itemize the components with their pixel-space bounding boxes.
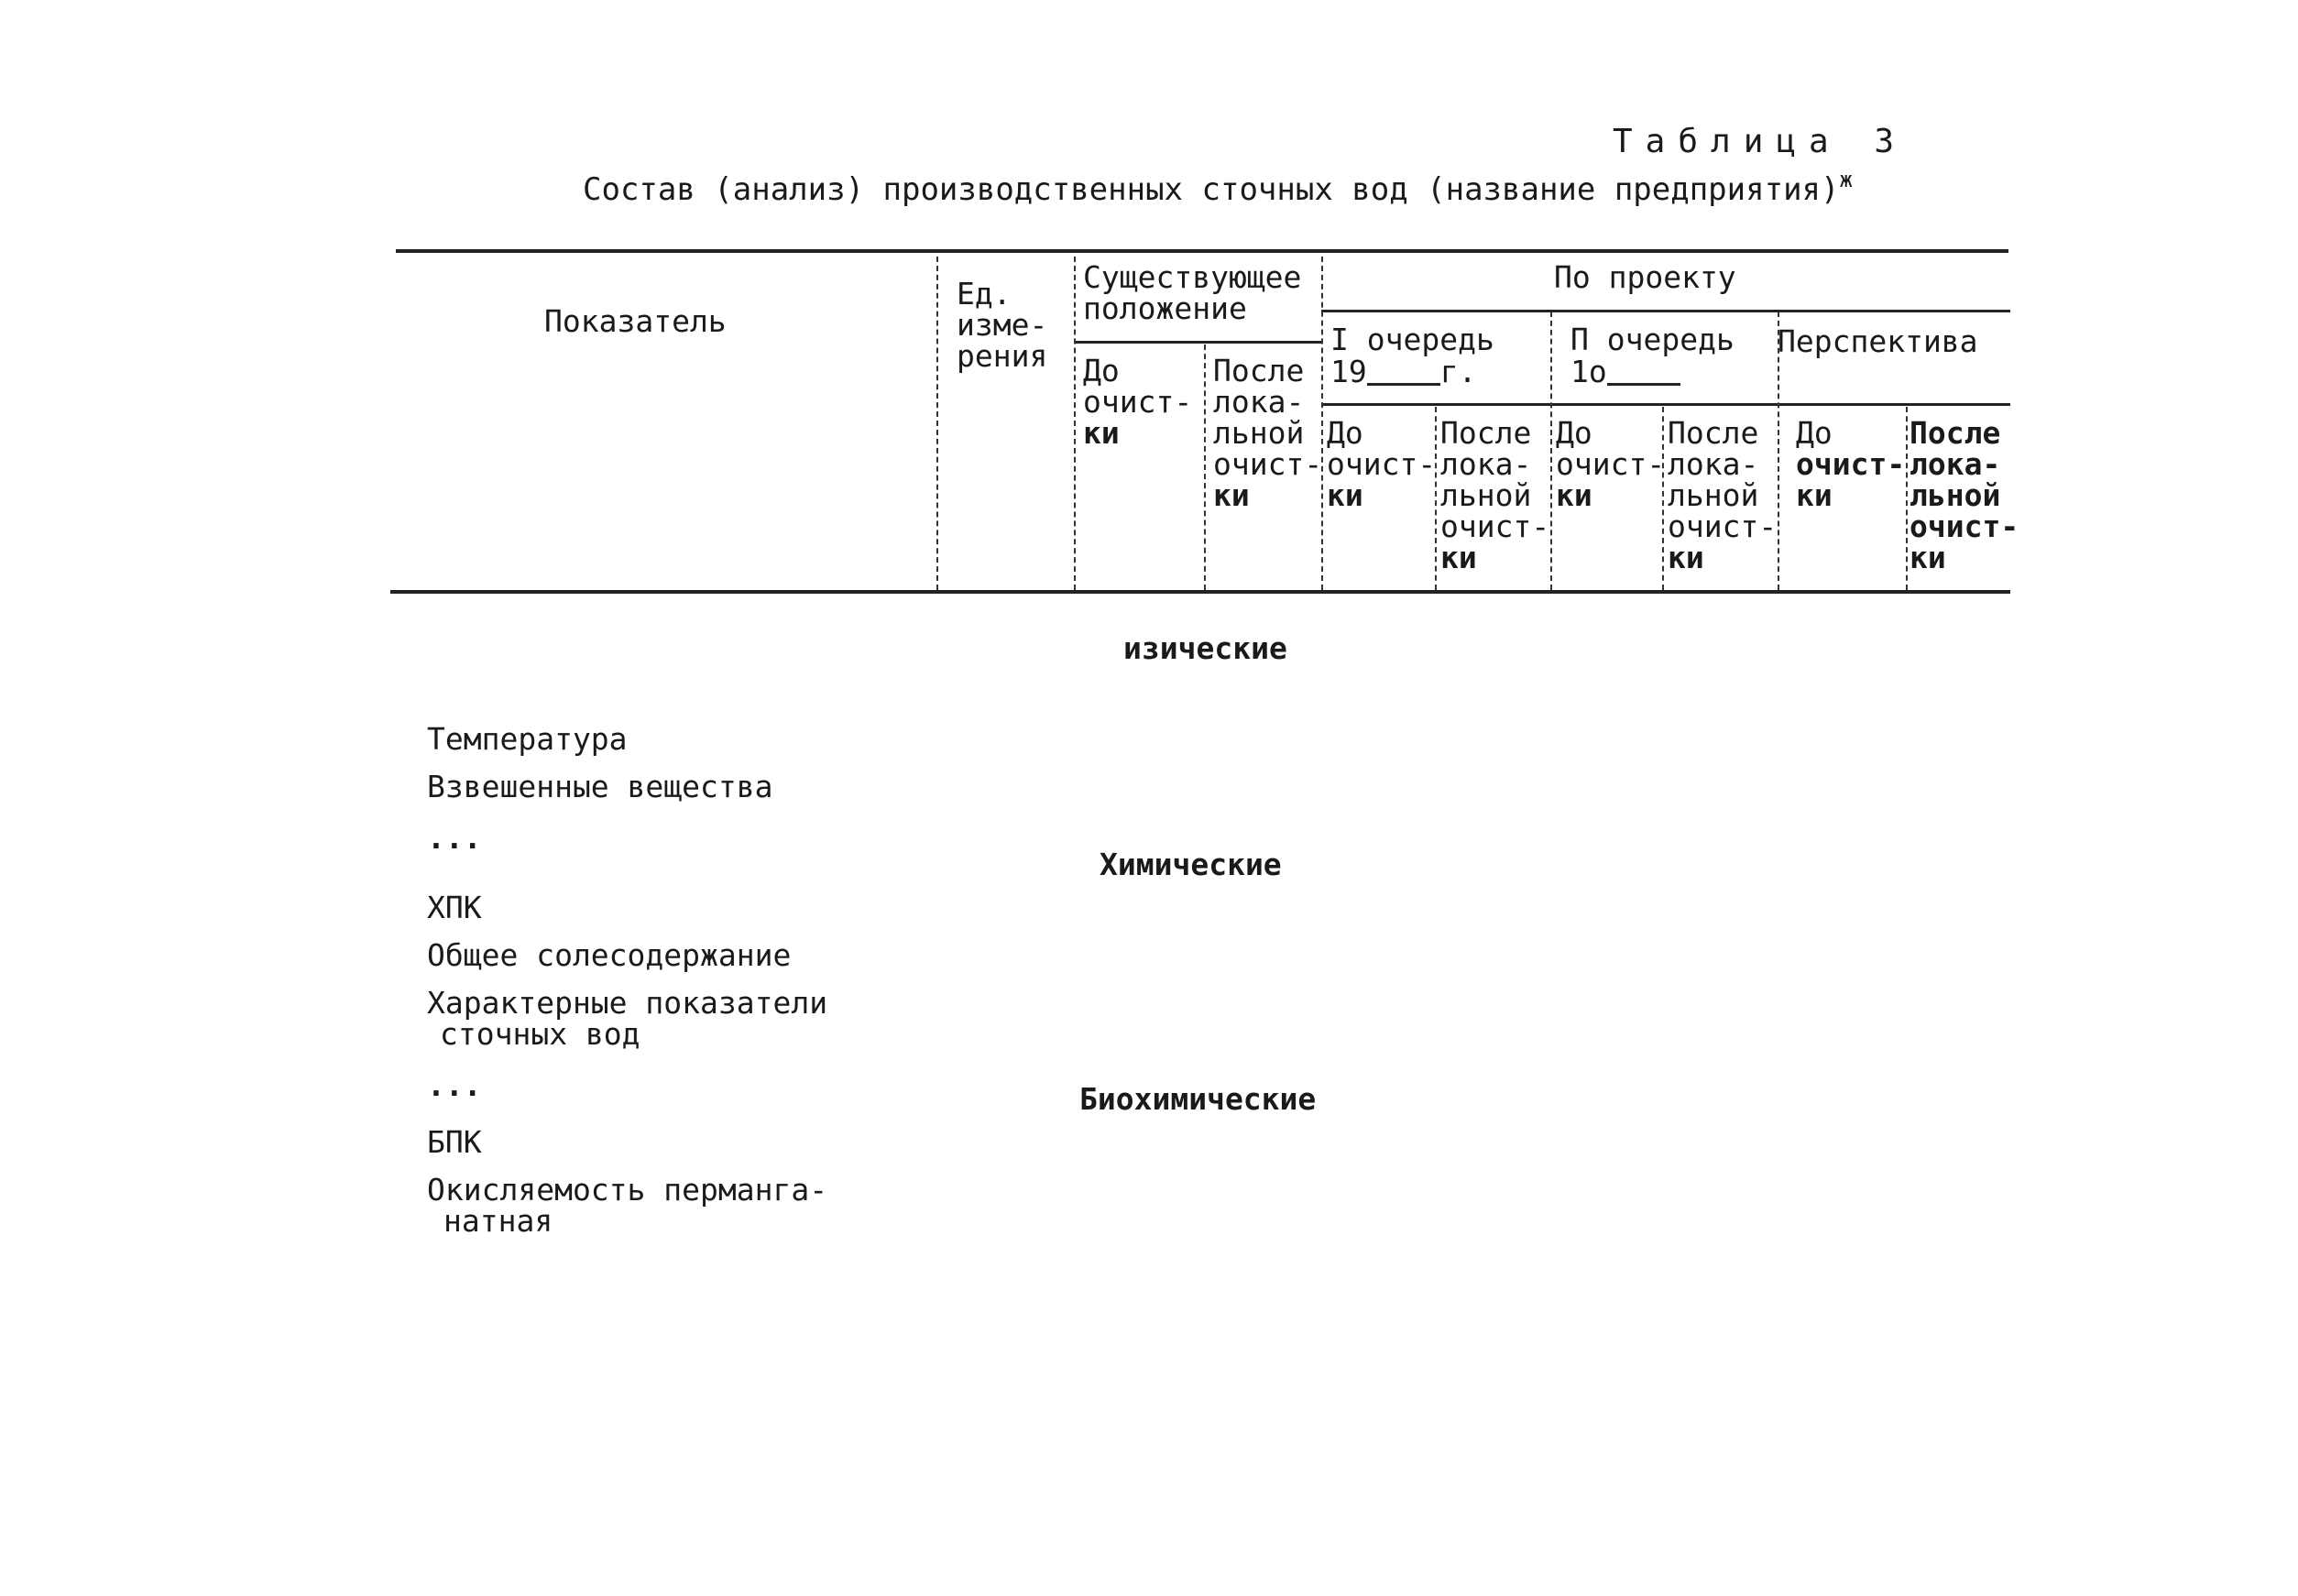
before-line3: ки xyxy=(1556,477,1592,513)
phases-subrule xyxy=(1321,403,2010,406)
after-line5: ки xyxy=(1910,540,1946,575)
header-phase2-line2 xyxy=(1570,355,1734,388)
header-phase2-after xyxy=(1668,415,1778,575)
table-bottom-rule xyxy=(390,590,2010,594)
before-line1: До xyxy=(1556,415,1592,451)
header-phase2-before xyxy=(1556,415,1666,513)
project-subrule xyxy=(1321,310,2010,312)
header-phase1-year-suffix: г. xyxy=(1439,354,1477,389)
header-unit-line1: Ед. xyxy=(957,276,1012,312)
row-oxidizability-line1: Окисляемость перманга- xyxy=(427,1172,828,1208)
header-existing-line2: положение xyxy=(1083,290,1247,326)
before-line2: очист- xyxy=(1796,446,1906,482)
before-line3: ки xyxy=(1083,415,1120,451)
after-line1: После xyxy=(1440,415,1532,451)
after-line2: лока- xyxy=(1910,446,2001,482)
row-characteristic-indicators xyxy=(427,985,828,1052)
header-phase1-before xyxy=(1327,415,1437,513)
before-line3: ки xyxy=(1327,477,1363,513)
title-footnote-mark: ж xyxy=(1839,167,1853,192)
col-divider-6 xyxy=(1550,312,1552,590)
header-phase1-line1: I очередь xyxy=(1330,322,1494,357)
header-indicator: Показатель xyxy=(544,303,727,339)
table-title-text: Состав (анализ) производственных сточных вод (название предприятия) xyxy=(583,171,1840,208)
after-line2: лока- xyxy=(1668,446,1759,482)
section-biochemical: Биохимические xyxy=(1079,1081,1317,1117)
after-line1: После xyxy=(1910,415,2001,451)
after-line5: ки xyxy=(1213,477,1250,513)
row-permanganate-oxidizability xyxy=(427,1172,828,1239)
after-line1: После xyxy=(1213,353,1305,388)
after-line3: льной xyxy=(1213,415,1305,451)
after-line4: очист- xyxy=(1910,508,2019,544)
row-cod: ХПК xyxy=(427,890,482,925)
after-line4: очист- xyxy=(1213,446,1323,482)
header-perspective: Перспектива xyxy=(1778,323,1978,359)
header-existing-before xyxy=(1083,355,1192,449)
header-unit xyxy=(957,276,1048,374)
table-top-rule xyxy=(396,249,2008,253)
header-phase1-year: 19 xyxy=(1330,354,1367,389)
row-temperature: Температура xyxy=(427,721,628,757)
after-line4: очист- xyxy=(1668,508,1778,544)
col-divider-3 xyxy=(1204,344,1206,590)
table-title xyxy=(583,167,1853,208)
after-line5: ки xyxy=(1440,540,1477,575)
after-line2: лока- xyxy=(1213,384,1305,420)
before-line1: До xyxy=(1327,415,1363,451)
year-blank-1 xyxy=(1367,355,1440,386)
after-line2: лока- xyxy=(1440,446,1532,482)
header-perspective-before xyxy=(1796,415,1906,513)
before-line1: До xyxy=(1083,353,1120,388)
after-line3: льной xyxy=(1668,477,1759,513)
existing-subrule xyxy=(1074,341,1321,344)
header-phase2-year: 1о xyxy=(1570,354,1607,389)
before-line2: очист- xyxy=(1556,446,1666,482)
row-total-salinity: Общее солесодержание xyxy=(427,937,792,973)
row-ellipsis-chemical: ... xyxy=(427,1067,482,1103)
header-phase1-after xyxy=(1440,415,1550,575)
after-line3: льной xyxy=(1440,477,1532,513)
before-line1: До xyxy=(1796,415,1833,451)
after-line1: После xyxy=(1668,415,1759,451)
header-perspective-after xyxy=(1910,415,2019,575)
row-characteristic-line1: Характерные показатели xyxy=(427,985,828,1021)
section-physical: изические xyxy=(1123,630,1287,666)
after-line5: ки xyxy=(1668,540,1704,575)
header-unit-line2: изме- xyxy=(957,307,1048,343)
header-phase2 xyxy=(1570,324,1734,388)
header-unit-line3: рения xyxy=(957,338,1048,374)
before-line2: очист- xyxy=(1083,384,1193,420)
table-number: Таблица 3 xyxy=(1613,123,1908,160)
header-phase1-line2 xyxy=(1330,355,1494,388)
after-line3: льной xyxy=(1910,477,2001,513)
header-project: По проекту xyxy=(1554,259,1736,295)
header-existing-line1: Существующее xyxy=(1083,259,1302,295)
row-characteristic-line2: сточных вод xyxy=(440,1016,640,1052)
col-divider-9 xyxy=(1906,407,1908,590)
before-line2: очист- xyxy=(1327,446,1437,482)
row-oxidizability-line2: натная xyxy=(443,1203,553,1239)
row-ellipsis-physical: ... xyxy=(427,820,482,856)
year-blank-2 xyxy=(1607,355,1680,386)
section-chemical: Химические xyxy=(1100,847,1282,882)
before-line3: ки xyxy=(1796,477,1833,513)
col-divider-2 xyxy=(1074,257,1076,590)
after-line4: очист- xyxy=(1440,508,1550,544)
row-bod: БПК xyxy=(427,1124,482,1160)
header-existing xyxy=(1083,259,1302,326)
row-suspended-solids: Взвешенные вещества xyxy=(427,769,773,804)
col-divider-1 xyxy=(936,257,938,590)
header-phase1 xyxy=(1330,324,1494,388)
header-phase2-line1: П очередь xyxy=(1570,322,1734,357)
header-existing-after xyxy=(1213,355,1322,511)
